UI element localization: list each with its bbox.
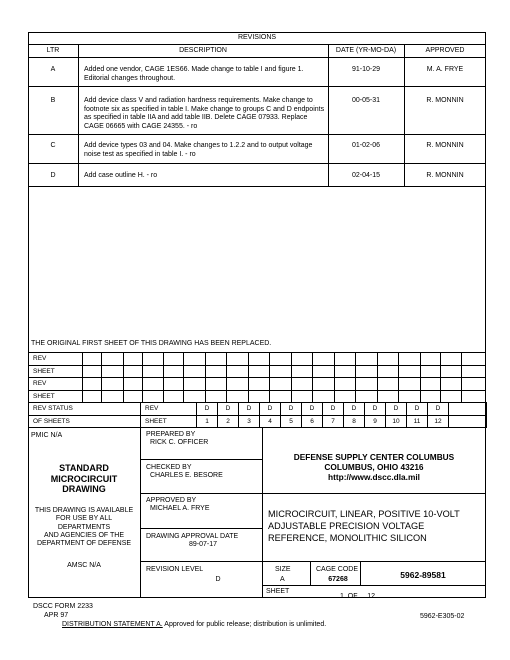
size-block: SIZE A xyxy=(275,566,291,583)
rev-row-date: 00-05-31 xyxy=(351,97,381,104)
rev-row-description: Add device types 03 and 04. Make changes to 1.2.2 and to output voltage noise test as specified in table I. - ro xyxy=(84,142,313,158)
smd-title: STANDARD MICROCIRCUIT DRAWING xyxy=(50,463,118,494)
sheet-of-block: 1 OF 12 xyxy=(340,593,376,600)
pmic-label: PMIC N/A xyxy=(31,432,63,439)
rev-row-blank-1: REV xyxy=(29,353,486,366)
rev-row-approved: R. MONNIN xyxy=(426,142,464,149)
replaced-note: THE ORIGINAL FIRST SHEET OF THIS DRAWING HAS BEEN REPLACED. xyxy=(31,340,272,347)
rev-row-approved: R. MONNIN xyxy=(426,172,464,179)
approved-header: APPROVED xyxy=(425,47,465,54)
rev-status-table xyxy=(28,402,487,428)
of-sheets-label: OF SHEETS xyxy=(29,415,141,428)
checked-by: CHECKED BY CHARLES E. BESORE xyxy=(146,464,223,479)
rev-status-row: REV STATUS REV D D D D D D D D D D D D xyxy=(29,403,487,416)
prepared-by: PREPARED BY RICK C. OFFICER xyxy=(146,431,209,446)
rev-row-date: 02-04-15 xyxy=(351,172,381,179)
rev-row-ltr: D xyxy=(50,172,56,179)
approval-date: DRAWING APPROVAL DATE 89-07-17 xyxy=(146,533,239,548)
sheet-row-blank-2: SHEET xyxy=(29,390,486,403)
date-header: DATE (YR-MO-DA) xyxy=(335,47,397,54)
revisions-title: REVISIONS xyxy=(237,34,277,41)
rev-row-ltr: B xyxy=(50,97,56,104)
description-header: DESCRIPTION xyxy=(179,47,227,54)
rev-row-date: 01-02-06 xyxy=(351,142,381,149)
document-number: 5962-89581 xyxy=(400,570,446,580)
amsc-label: AMSC N/A xyxy=(67,562,101,569)
rev-row-approved: R. MONNIN xyxy=(426,97,464,104)
cage-code-block: CAGE CODE 67268 xyxy=(316,566,359,583)
revision-level: REVISION LEVEL D xyxy=(146,566,221,583)
rev-status-label: REV STATUS xyxy=(29,403,141,416)
approved-by: APPROVED BY MICHAEL A. FRYE xyxy=(146,497,210,512)
distribution-statement: DISTRIBUTION STATEMENT A. Approved for public release; distribution is unlimited. xyxy=(62,621,327,628)
ltr-header: LTR xyxy=(46,47,60,54)
form-number: DSCC FORM 2233 xyxy=(33,603,93,610)
rev-row-description: Add device class V and radiation hardness requirements. Make change to footnote six as specified in table I. Make change to groups C and D endpoints as specified in table IIA and add table IIB. Delete CAGE 07933. Replace CAGE 06665 with CAGE 24355. - ro xyxy=(84,97,325,130)
form-code: 5962-E305-02 xyxy=(420,613,465,620)
of-sheets-row: OF SHEETS SHEET 1 2 3 4 5 6 7 8 9 10 11 12 xyxy=(29,415,487,428)
rev-row-date: 91-10-29 xyxy=(351,66,381,73)
rev-row-description: Add case outline H. - ro xyxy=(84,172,158,179)
sheet-row-blank-1: SHEET xyxy=(29,365,486,378)
drawing-title: MICROCIRCUIT, LINEAR, POSITIVE 10-VOLT ADJUSTABLE PRECISION VOLTAGE REFERENCE, MONOLITHIC SILICON xyxy=(268,509,460,543)
rev-row-ltr: C xyxy=(50,142,56,149)
rev-row-blank-2: REV xyxy=(29,378,486,391)
dscc-block: DEFENSE SUPPLY CENTER COLUMBUS COLUMBUS, OHIO 43216 http://www.dscc.dla.mil xyxy=(293,452,455,482)
revision-status-grid xyxy=(28,352,486,403)
rev-row-approved: M. A. FRYE xyxy=(426,66,464,73)
form-date: APR 97 xyxy=(44,612,69,619)
rev-row-ltr: A xyxy=(50,66,56,73)
availability-statement: THIS DRAWING IS AVAILABLE FOR USE BY ALL DEPARTMENTS AND AGENCIES OF THE DEPARTMENT OF DEFENSE xyxy=(34,507,134,548)
rev-row-description: Added one vendor, CAGE 1ES66. Made change to table I and figure 1. Editorial changes throughout. xyxy=(84,66,304,82)
sheet-label: SHEET xyxy=(266,588,290,595)
